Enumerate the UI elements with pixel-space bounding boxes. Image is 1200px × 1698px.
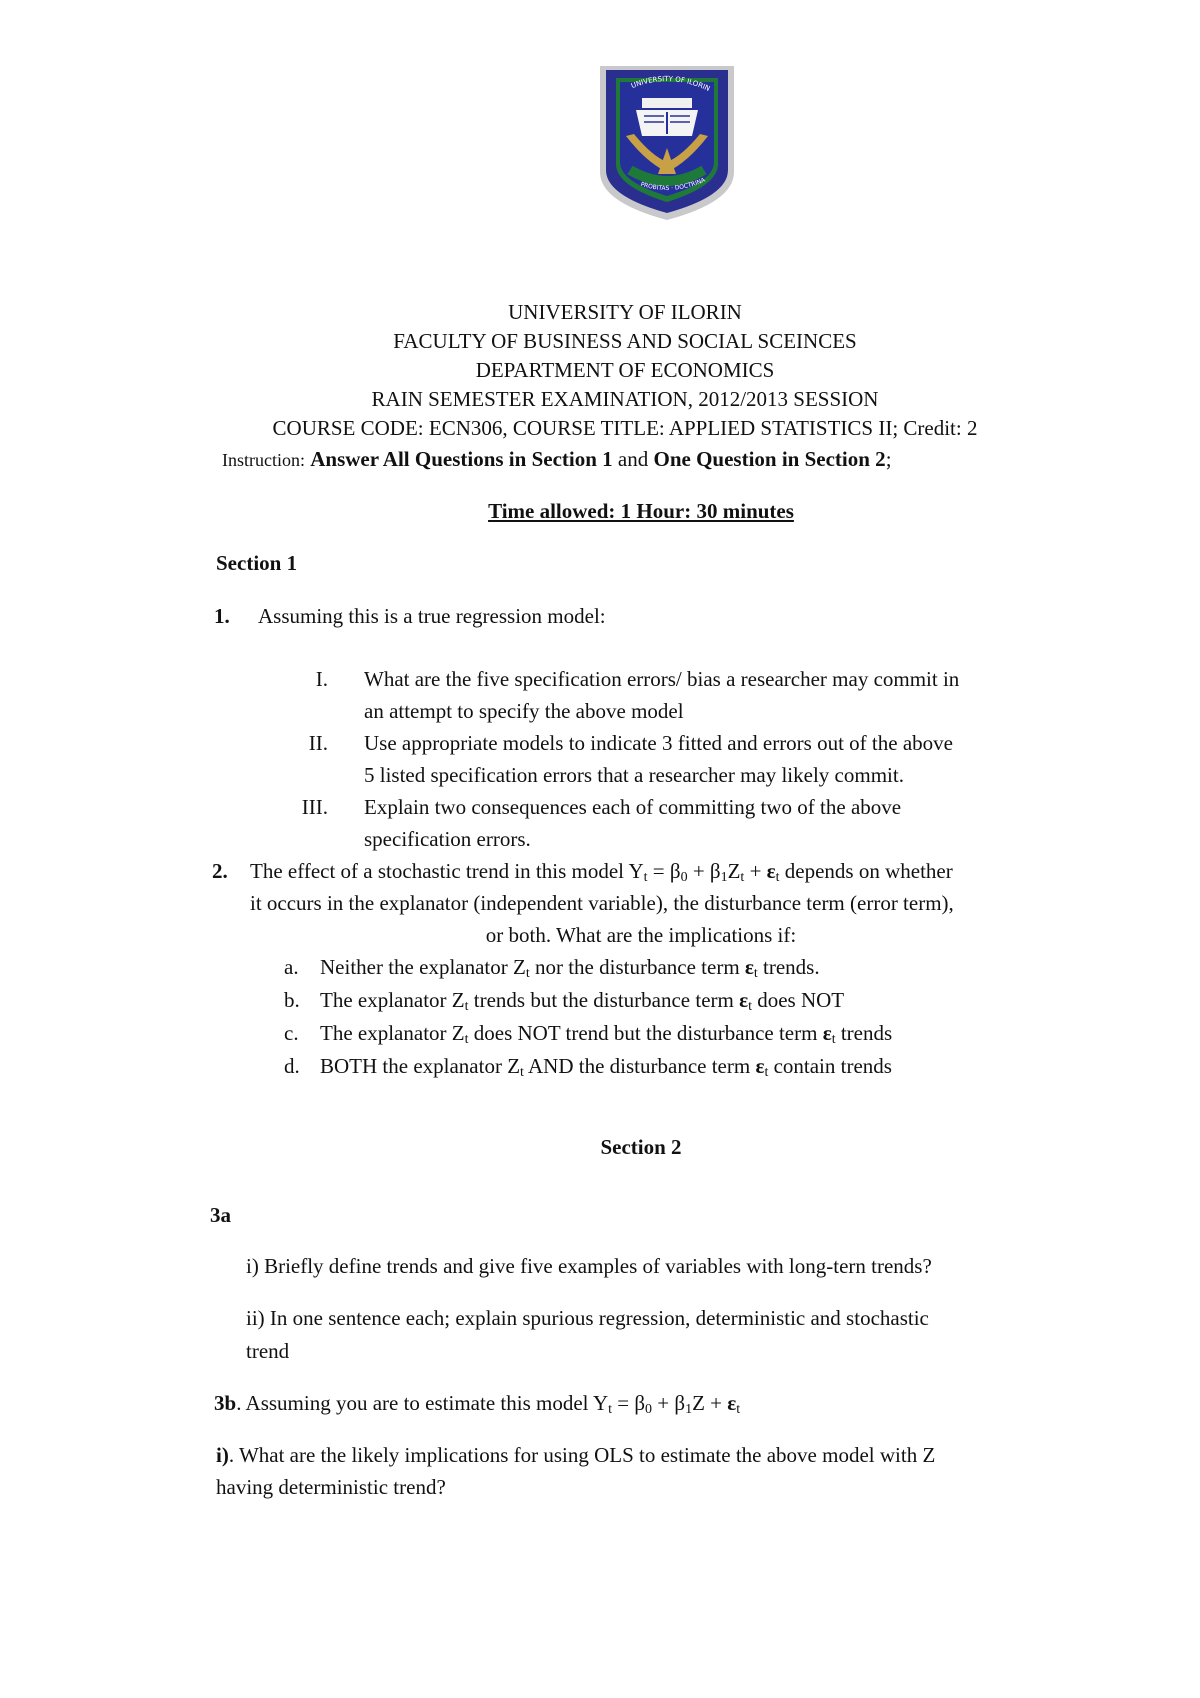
subscript: 0 [680, 870, 688, 885]
epsilon-symbol: ε [739, 988, 749, 1012]
q3b-text: + β [652, 1391, 686, 1415]
subscript: t [520, 1065, 524, 1080]
instruction-label: Instruction: [222, 450, 305, 470]
q2-item-text: BOTH the explanator Z [320, 1054, 521, 1078]
q1-number: 1. [214, 604, 230, 628]
q1-item-line: specification errors. [364, 827, 531, 851]
q3a-i: i) Briefly define trends and give five examples of variables with long-tern trends? [246, 1254, 932, 1278]
epsilon-symbol: ε [727, 1391, 737, 1415]
logo-top-text: UNIVERSITY OF ILORIN [629, 74, 712, 94]
subscript: t [764, 1065, 769, 1080]
q1-text: Assuming this is a true regression model: [258, 604, 606, 628]
q2-text: = β [647, 859, 681, 883]
q3b-line [214, 1388, 740, 1420]
q3b-text: . Assuming you are to estimate this model Y [236, 1391, 609, 1415]
q2-line3: or both. What are the implications if: [485, 923, 797, 947]
subscript: t [464, 1032, 469, 1047]
subscript: t [775, 870, 780, 885]
q2-item-text: The explanator Z [320, 988, 465, 1012]
subscript: t [736, 1402, 741, 1417]
q2-item-number: c. [284, 1021, 299, 1045]
exam-session: RAIN SEMESTER EXAMINATION, 2012/2013 SESSION [371, 387, 879, 411]
epsilon-symbol: ε [766, 859, 776, 883]
q1-item-number: III. [301, 795, 328, 819]
q2-item-text: nor the disturbance term [529, 955, 745, 979]
logo-motto-text: PROBITAS · DOCTRINA [639, 176, 707, 193]
q2-item-text: contain trends [768, 1054, 892, 1078]
q3b-text: Z + [692, 1391, 728, 1415]
q2-item-text: does NOT [751, 988, 845, 1012]
section-1-title: Section 1 [216, 551, 298, 575]
exam-header [0, 298, 1200, 443]
section-2-title: Section 2 [600, 1135, 682, 1159]
instruction-and: and [617, 447, 649, 471]
subscript: t [831, 1032, 836, 1047]
subscript: t [608, 1402, 613, 1417]
q2-item-number: d. [284, 1054, 300, 1078]
q2-item [320, 1018, 892, 1050]
subscript: t [753, 966, 758, 981]
q1-item-line: What are the five specification errors/ bias a researcher may commit in [364, 667, 960, 691]
instruction-part2: One Question in Section 2 [653, 447, 886, 471]
q2-line1 [250, 856, 953, 888]
subscript: t [740, 870, 745, 885]
q1-item-number: I. [315, 667, 328, 691]
q3b-i-line2: having deterministic trend? [216, 1475, 446, 1499]
q2-text: Z [727, 859, 741, 883]
q3a-label: 3a [210, 1203, 231, 1227]
q2-item-text: trends. [757, 955, 820, 979]
q2-item-number: b. [284, 988, 300, 1012]
instruction-line [222, 444, 892, 476]
epsilon-symbol: ε [744, 955, 754, 979]
subscript: 0 [645, 1402, 653, 1417]
epsilon-symbol: ε [822, 1021, 832, 1045]
time-allowed: Time allowed: 1 Hour: 30 minutes [488, 499, 794, 523]
q1-item-line: Explain two consequences each of committing two of the above [364, 795, 902, 819]
subscript: t [643, 870, 648, 885]
q2-line2: it occurs in the explanator (independent variable), the disturbance term (error term), [250, 891, 954, 915]
q1-item-line: 5 listed specification errors that a researcher may likely commit. [364, 763, 904, 787]
q2-item [320, 952, 820, 984]
q3b-label: 3b [214, 1391, 237, 1415]
epsilon-symbol: ε [755, 1054, 765, 1078]
q3b-i-label: i) [216, 1443, 229, 1467]
university-name: UNIVERSITY OF ILORIN [508, 300, 742, 324]
q2-item-number: a. [284, 955, 299, 979]
course-info: COURSE CODE: ECN306, COURSE TITLE: APPLIED STATISTICS II; Credit: 2 [272, 416, 978, 440]
q1-item-line: an attempt to specify the above model [364, 699, 684, 723]
q2-item-text: Neither the explanator Z [320, 955, 526, 979]
q1-item-line: Use appropriate models to indicate 3 fitted and errors out of the above [364, 731, 953, 755]
q3b-i-line1 [216, 1440, 935, 1472]
faculty-name: FACULTY OF BUSINESS AND SOCIAL SCEINCES [393, 329, 857, 353]
q2-text: + β [687, 859, 721, 883]
q2-text: depends on whether [779, 859, 953, 883]
q3b-text: = β [612, 1391, 646, 1415]
q3b-i-text: . What are the likely implications for using OLS to estimate the above model with Z [228, 1443, 936, 1467]
instruction-end: ; [885, 447, 892, 471]
q2-item-text: The explanator Z [320, 1021, 465, 1045]
instruction-part1: Answer All Questions in Section 1 [310, 447, 613, 471]
q3a-ii-line1: ii) In one sentence each; explain spurious regression, deterministic and stochastic [246, 1306, 929, 1330]
q2-item-text: trends [835, 1021, 893, 1045]
q3a-ii-line2: trend [246, 1339, 290, 1363]
q2-item-text: does NOT trend but the disturbance term [468, 1021, 823, 1045]
q2-item [320, 985, 844, 1017]
q2-text: The effect of a stochastic trend in this model Y [250, 859, 644, 883]
q2-text: + [744, 859, 767, 883]
department-name: DEPARTMENT OF ECONOMICS [475, 358, 775, 382]
subscript: 1 [685, 1402, 693, 1417]
q2-item [320, 1051, 892, 1083]
subscript: t [464, 999, 469, 1014]
q1-item-number: II. [308, 731, 328, 755]
subscript: 1 [720, 870, 728, 885]
q2-item-text: AND the disturbance term [523, 1054, 756, 1078]
university-crest-logo [596, 62, 738, 222]
q2-item-text: trends but the disturbance term [468, 988, 740, 1012]
subscript: t [748, 999, 752, 1014]
subscript: t [525, 966, 530, 981]
q2-number: 2. [212, 859, 228, 883]
